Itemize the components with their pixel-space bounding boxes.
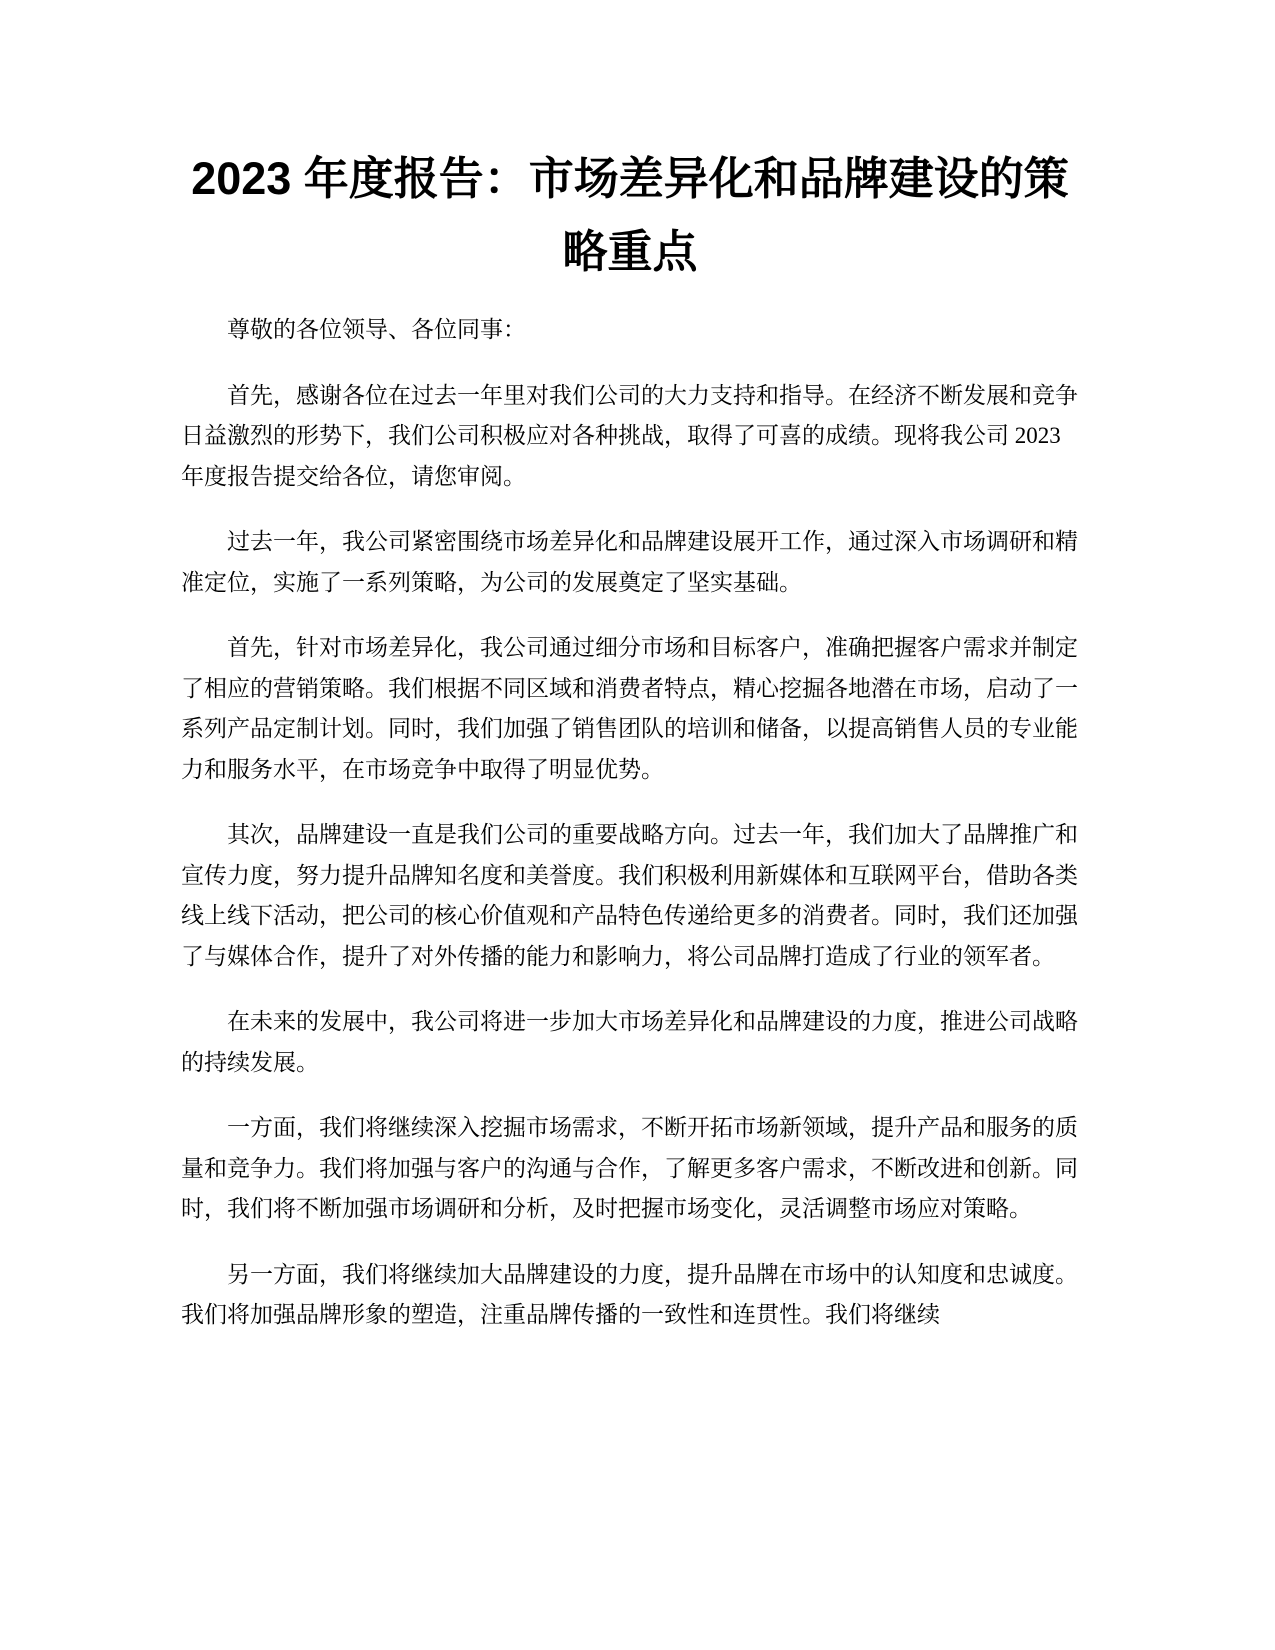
paragraph-one-hand: 一方面，我们将继续深入挖掘市场需求，不断开拓市场新领域，提升产品和服务的质量和竞争力。我们将加强与客户的沟通与合作，了解更多客户需求，不断改进和创新。同时，我们将不断加强市场调研和分析，及时把握市场变化，灵活调整市场应对策略。 (181, 1115, 1078, 1221)
paragraph-market-differentiation: 首先，针对市场差异化，我公司通过细分市场和目标客户，准确把握客户需求并制定了相应的营销策略。我们根据不同区域和消费者特点，精心挖掘各地潜在市场，启动了一系列产品定制计划。同时，我们加强了销售团队的培训和储备，以提高销售人员的专业能力和服务水平，在市场竞争中取得了明显优势。 (181, 635, 1078, 782)
title-line-1: 2023 年度报告：市场差异化和品牌建设的策 (191, 153, 1069, 204)
paragraph-other-hand: 另一方面，我们将继续加大品牌建设的力度，提升品牌在市场中的认知度和忠诚度。我们将加强品牌形象的塑造，注重品牌传播的一致性和连贯性。我们将继续 (181, 1261, 1078, 1327)
document-title (180, 142, 1080, 288)
paragraph-future: 在未来的发展中，我公司将进一步加大市场差异化和品牌建设的力度，推进公司战略的持续发展。 (181, 1009, 1078, 1075)
paragraph-brand-building: 其次，品牌建设一直是我们公司的重要战略方向。过去一年，我们加大了品牌推广和宣传力度，努力提升品牌知名度和美誉度。我们积极利用新媒体和互联网平台，借助各类线上线下活动，把公司的核心价值观和产品特色传递给更多的消费者。同时，我们还加强了与媒体合作，提升了对外传播的能力和影响力，将公司品牌打造成了行业的领军者。 (181, 822, 1078, 969)
salutation: 尊敬的各位领导、各位同事： (227, 317, 526, 342)
paragraph-thanks: 首先，感谢各位在过去一年里对我们公司的大力支持和指导。在经济不断发展和竞争日益激烈的形势下，我们公司积极应对各种挑战，取得了可喜的成绩。现将我公司 2023 年度报告提交给各位，请您审阅。 (181, 382, 1078, 489)
document-body (181, 310, 1081, 1361)
title-line-2: 略重点 (562, 226, 698, 277)
paragraph-past-year: 过去一年，我公司紧密围绕市场差异化和品牌建设展开工作，通过深入市场调研和精准定位，实施了一系列策略，为公司的发展奠定了坚实基础。 (181, 529, 1078, 595)
